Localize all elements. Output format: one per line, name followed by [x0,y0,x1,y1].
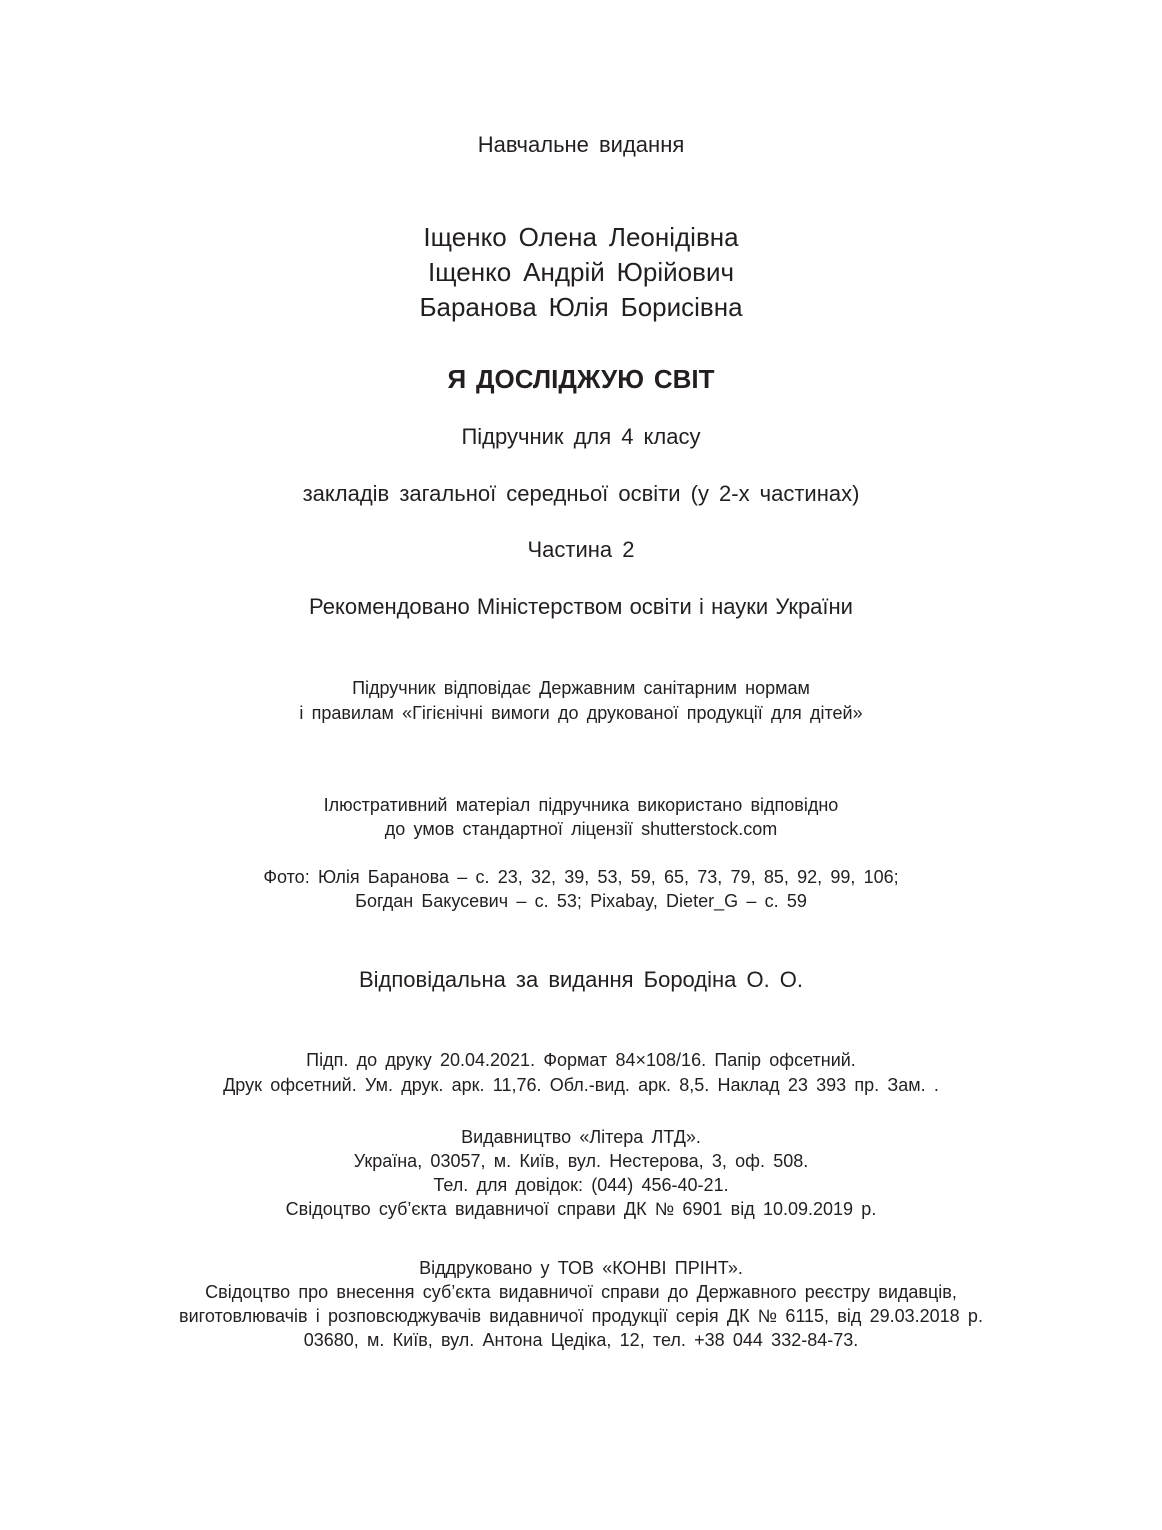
edition-type: Навчальне видання [477,132,685,157]
illustrations-line-2: до умов стандартної ліцензії shutterstock.com [384,819,778,839]
author-2: Іщенко Андрій Юрійович [427,257,735,287]
publisher-line-1: Видавництво «Літера ЛТД». [461,1127,701,1147]
photo-credits-line-1: Фото: Юлія Баранова – с. 23, 32, 39, 53, 59, 65, 73, 79, 85, 92, 99, 106; [263,867,899,887]
printer-line-4: 03680, м. Київ, вул. Антона Цедіка, 12, тел. +38 044 332-84-73. [303,1330,859,1350]
printer-line-2: Свідоцтво про внесення суб’єкта видавничої справи до Державного реєстру видавців, [205,1282,957,1302]
subtitle-schools: закладів загальної середньої освіти (у 2-х частинах) [302,481,860,506]
ministry-recommendation: Рекомендовано Міністерством освіти і науки України [309,594,853,619]
photo-credits-line-2: Богдан Бакусевич – с. 53; Pixabay, Dieter_G – с. 59 [355,891,807,911]
author-1: Іщенко Олена Леонідівна [423,222,739,252]
printer-line-1: Віддруковано у ТОВ «КОНВІ ПРІНТ». [419,1258,743,1278]
publisher-line-4: Свідоцтво суб’єкта видавничої справи ДК № 6901 від 10.09.2019 р. [285,1199,877,1219]
book-title: Я ДОСЛІДЖУЮ СВІТ [447,364,715,394]
responsible-editor: Відповідальна за видання Бородіна О. О. [358,967,804,992]
part-number: Частина 2 [527,537,635,562]
print-info-line-1: Підп. до друку 20.04.2021. Формат 84×108/16. Папір офсетний. [306,1050,856,1070]
author-3: Баранова Юлія Борисівна [419,292,743,322]
print-info-line-2: Друк офсетний. Ум. друк. арк. 11,76. Обл.-вид. арк. 8,5. Наклад 23 393 пр. Зам. . [223,1075,939,1095]
printer-line-3: виготовлювачів і розповсюджувачів видавничої продукції серія ДК № 6115, від 29.03.2018 р. [179,1306,983,1326]
publisher-line-3: Тел. для довідок: (044) 456-40-21. [433,1175,729,1195]
sanitary-line-1: Підручник відповідає Державним санітарним нормам [352,678,810,698]
publisher-line-2: Україна, 03057, м. Київ, вул. Нестерова, 3, оф. 508. [353,1151,809,1171]
illustrations-line-1: Ілюстративний матеріал підручника використано відповідно [323,795,839,815]
subtitle-grade: Підручник для 4 класу [461,424,701,449]
sanitary-line-2: і правилам «Гігієнічні вимоги до друкованої продукції для дітей» [299,703,863,723]
